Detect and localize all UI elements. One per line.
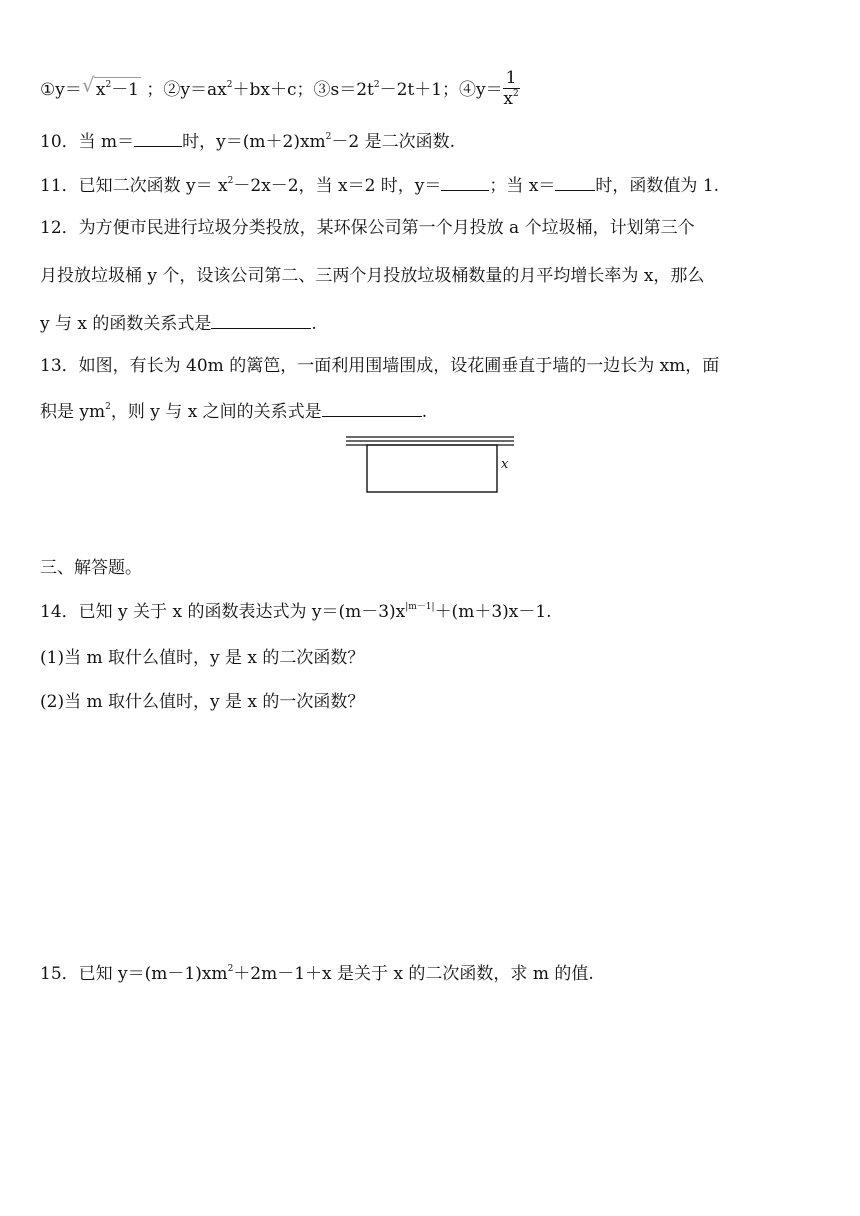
- answer-blank[interactable]: [211, 310, 311, 329]
- option-2: ；②y＝ax: [146, 80, 227, 100]
- option-3-tail: －2t＋1；④y＝: [379, 80, 503, 100]
- q9-options-line: ①y＝ √ $x^2-1$ ；$②y=ax^2+bx+c$；$③s=2t^2-2t+1$；④y＝ $\frac{1}{x^2}$: [40, 68, 519, 109]
- question-12-line-2: 月投放垃圾桶 y 个，设该公司第二、三两个月投放垃圾桶数量的月平均增长率为 x，那么: [40, 266, 705, 286]
- answer-blank[interactable]: [134, 128, 182, 147]
- question-12-line-3: y 与 x 的函数关系式是 .: [40, 310, 317, 336]
- question-14: 14．已知 y 关于 x 的函数表达式为 $y=(m-3)x^{|m-1|}+(m+3)x-1$.: [40, 602, 552, 622]
- side-label-x: x: [501, 457, 509, 472]
- radical-sign: √: [81, 73, 95, 97]
- question-10: 10．当 m＝ 时，$y=(m+2)xm^2-2$ 是二次函数.: [40, 128, 455, 154]
- question-13-line-1: 13．如图，有长为 40m 的篱笆，一面利用围墙围成，设花圃垂直于墙的一边长为 xm，面: [40, 356, 720, 376]
- answer-blank[interactable]: [441, 172, 489, 191]
- question-14-part-1: (1)当 m 取什么值时，y 是 x 的二次函数？: [40, 648, 365, 668]
- question-15: 15．已知 $y=(m-1)xm^2+2m-1+x$ 是关于 x 的二次函数，求 m 的值.: [40, 964, 594, 984]
- answer-blank[interactable]: [322, 398, 422, 417]
- garden-fence-figure: [340, 432, 530, 498]
- sqrt-expression: √ $x^2-1$: [81, 73, 140, 100]
- answer-blank[interactable]: [555, 172, 595, 191]
- question-13-line-2: 积是 $ym^2$，则 y 与 x 之间的关系式是 .: [40, 398, 427, 424]
- fraction-one-over-x-squared: $\frac{1}{x^2}$: [503, 68, 519, 109]
- question-12-line-1: 12．为方便市民进行垃圾分类投放，某环保公司第一个月投放 a 个垃圾桶，计划第三个: [40, 218, 695, 238]
- question-14-part-2: (2)当 m 取什么值时，y 是 x 的一次函数？: [40, 692, 365, 712]
- fence-rectangle: [367, 445, 497, 492]
- question-11: 11．已知二次函数 $y= x^2-2x-2$，当 x＝2 时，y＝ ；当 x＝ 时，函数值为 1.: [40, 172, 719, 198]
- option-1-prefix: ①y＝: [40, 80, 82, 100]
- section-heading: 三、解答题。: [40, 558, 142, 578]
